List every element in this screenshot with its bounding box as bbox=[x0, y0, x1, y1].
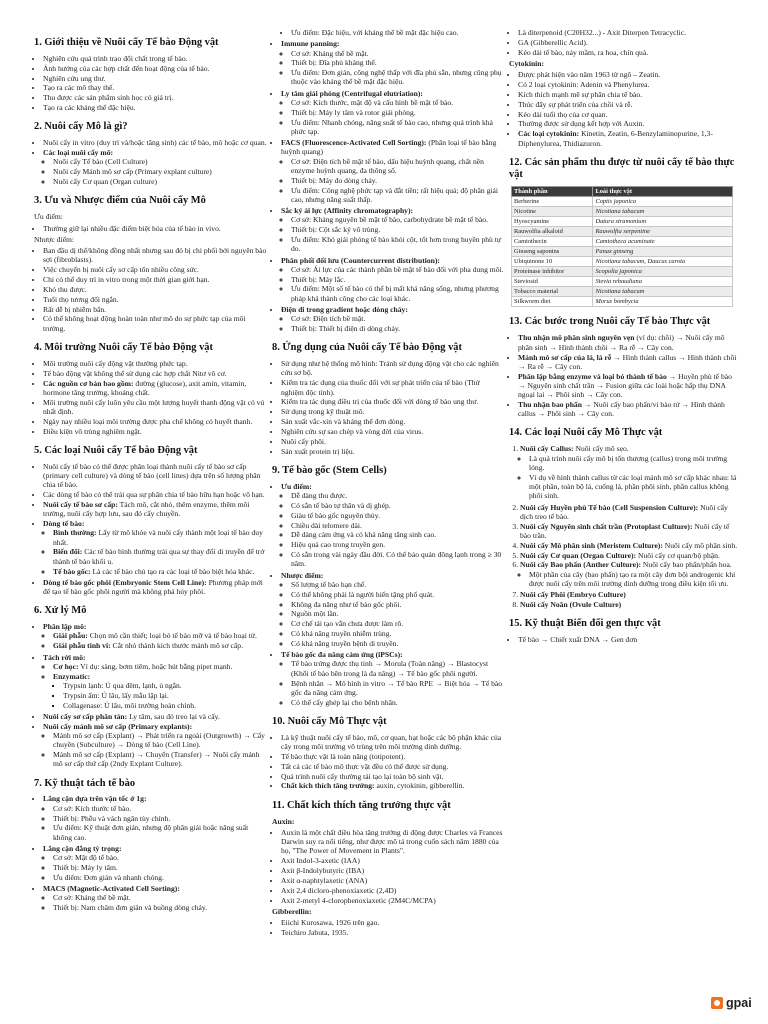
list-item bbox=[53, 631, 267, 640]
list-item bbox=[518, 353, 739, 372]
column-2 bbox=[272, 28, 504, 939]
list-item bbox=[520, 551, 739, 560]
list-item bbox=[43, 622, 267, 650]
item-text: Nuôi cấy cơ quan/bộ phận. bbox=[636, 550, 720, 560]
item-label: Lắng cặn đẳng tỷ trọng: bbox=[43, 843, 122, 853]
list-item bbox=[281, 89, 504, 136]
list-item bbox=[518, 129, 739, 148]
gibberellin-continued-list bbox=[509, 28, 739, 57]
list-item: ◦ Ưu điểm: Đơn giản, công nghệ thấp với đĩa phủ sẵn, nhưng cũng phụ thuộc vào kháng thể bề mặt đặc hiệu. bbox=[291, 68, 504, 87]
item-text: Cắt nhỏ thành kích thước mảnh mô sơ cấp. bbox=[110, 641, 243, 651]
gpai-logo bbox=[711, 995, 752, 1011]
list-item: • Nghiên cứu ung thư. bbox=[43, 74, 267, 83]
plant-products-table bbox=[511, 186, 733, 308]
list-item: • GA (Gibberellic Acid). bbox=[518, 38, 739, 47]
list-item: • Axit β-Indolybutyric (IBA) bbox=[281, 866, 504, 875]
item-label: Nuôi cấy sơ cấp phân tán: bbox=[43, 711, 128, 721]
list-item: • Sử dụng trong kỹ thuật mô. bbox=[281, 407, 504, 416]
list-item: • Sản xuất protein trị liệu. bbox=[281, 447, 504, 456]
list-item: • Kích thích mạnh mẽ sự phân chia tế bào. bbox=[518, 90, 739, 99]
section-15-title: 15. Kỹ thuật Biến đổi gen thực vật bbox=[509, 618, 661, 630]
list-item: ◦ Cơ sở: Kháng nguyên bề mặt tế bào, carbohydrate bề mặt tế bào. bbox=[291, 215, 504, 224]
list-item: ◦ Cơ sở: Ái lực của các thành phần bề mặt tế bào đối với pha dung môi. bbox=[291, 265, 504, 274]
list-item: • Tế bào → Chiết xuất DNA → Gen đơn bbox=[518, 635, 739, 644]
list-item bbox=[520, 590, 739, 599]
item-text: auxin, cytokinin, gibberellin. bbox=[374, 781, 465, 791]
list-item bbox=[520, 444, 739, 500]
advantages-label: Ưu điểm: bbox=[34, 212, 63, 222]
list-item: • Khó thu được. bbox=[43, 285, 267, 294]
list-item bbox=[518, 372, 739, 400]
list-item bbox=[53, 672, 267, 710]
list-item: • Auxin là một chất điều hòa tăng trưởng di động được Charles và Frances Darwin suy ra nổi tiếng, như được mô tả trong cuốn sách năm 1880 của họ, "The Power of Movement in Plants". bbox=[281, 828, 504, 856]
column-3 bbox=[509, 28, 739, 646]
list-item: ◦ Ưu điểm: Một số tế bào có thể bị mất khả năng sống, nhưng phương pháp khá thành công cho các loại khác. bbox=[291, 284, 504, 303]
table-row bbox=[512, 237, 733, 247]
table-cell: Berberine bbox=[512, 197, 593, 207]
table-cell: Nicotiana tabacum bbox=[593, 207, 733, 217]
table-header: Thành phần bbox=[512, 186, 593, 197]
table-cell: Camtothecin bbox=[512, 237, 593, 247]
table-row bbox=[512, 227, 733, 237]
list-item: ◦ Có thể không phải là người hiến tặng phổ quát. bbox=[291, 590, 504, 599]
list-item: • Ưu điểm: Đặc hiệu, với kháng thể bề mặt đặc hiệu cao. bbox=[291, 28, 504, 37]
item-text: Kinetin, Zeatin, 6-Benzylaminopurine, 1,3-Diphenylurea, Thidiazuron. bbox=[518, 129, 713, 148]
list-item: ◦ Bệnh nhân → Mô hình in vitro → Tế bào RPE → Biệt hóa → Tế bào gốc đa năng cảm ứng. bbox=[291, 679, 504, 698]
item-text: (Phân loại tế bào bằng huỳnh quang) bbox=[281, 138, 497, 157]
list-item: ◦ Cơ sở: Điện tích bề mặt. bbox=[291, 314, 504, 323]
auxin-label: Auxin: bbox=[272, 816, 295, 826]
list-item: ◦ Chiều dài telomere dài. bbox=[291, 521, 504, 530]
gpai-logo-icon bbox=[711, 997, 723, 1009]
table-cell: Panax ginseng bbox=[593, 247, 733, 257]
list-item bbox=[43, 578, 267, 597]
section-7-continued-methods bbox=[272, 39, 504, 333]
section-1-list bbox=[34, 54, 267, 112]
list-item: • Sản xuất vắc-xin và kháng thể đơn dòng. bbox=[281, 417, 504, 426]
table-cell: Nicotiana tabacum, Daucus carota bbox=[593, 257, 733, 267]
item-label: Nuôi cấy tế bào sơ cấp: bbox=[43, 499, 118, 509]
list-item bbox=[281, 305, 504, 333]
list-item bbox=[520, 503, 739, 522]
item-label: Điện di trong gradient hoặc dòng chảy: bbox=[281, 304, 408, 314]
list-item: • Điều kiện vô trùng nghiêm ngặt. bbox=[43, 427, 267, 436]
list-item: ◦ Thiết bị: Máy lắc. bbox=[291, 275, 504, 284]
list-item bbox=[53, 641, 267, 650]
list-item: ◦ Thiết bị: Nam châm đơn giản và buồng dòng chảy. bbox=[53, 903, 267, 912]
item-label: Nhược điểm: bbox=[281, 570, 324, 580]
list-item: • Kéo dài tế bào, nảy mầm, ra hoa, chín quả. bbox=[518, 48, 739, 57]
item-label: Giải phẫu: bbox=[53, 631, 88, 641]
item-label: Sắc ký ái lực (Affinity chromatography): bbox=[281, 206, 414, 216]
list-item: ◦ Có thể cấy ghép lại cho bệnh nhân. bbox=[291, 698, 504, 707]
section-7-title: 7. Kỹ thuật tách tế bào bbox=[34, 777, 136, 789]
list-item: ◦ Có sẵn tế bào tự thân và dị ghép. bbox=[291, 501, 504, 510]
item-text: Lấy từ mô khỏe và nuôi cấy thành một loại tế bào duy nhất. bbox=[53, 528, 263, 547]
item-label: Nuôi cấy Nguyên sinh chất trần (Protoplast Culture): bbox=[520, 521, 693, 531]
section-8-list bbox=[272, 359, 504, 456]
list-item: ◦ Thiết bị: Máy đo dòng chảy. bbox=[291, 176, 504, 185]
list-item: ◦ Có sẵn trong vài ngày đầu đời. Có thể bảo quản đông lạnh trong ≥ 30 năm. bbox=[291, 550, 504, 569]
item-label: Tế bào gốc đa năng cảm ứng (iPSCs): bbox=[281, 650, 403, 660]
list-item: • Thường giữ lại nhiều đặc điểm biệt hóa của tế bào in vivo. bbox=[43, 224, 267, 233]
section-3-title: 3. Ưu và Nhược điểm của Nuôi cấy Mô bbox=[34, 195, 206, 207]
item-label: Thu nhận mô phân sinh nguyên vẹn bbox=[518, 333, 635, 343]
list-item: ◦ Ví dụ về hình thành callus từ các loại mảnh mô sơ cấp khác nhau: lá một phần, toàn bộ lá, cuống lá, phần phôi sinh, phần callus không phôi sinh. bbox=[529, 473, 739, 501]
section-2-title: 2. Nuôi cấy Mô là gì? bbox=[34, 121, 128, 133]
item-text: Phương pháp mới để tạo tế bào gốc phôi người mà không phá hủy phôi. bbox=[43, 577, 263, 597]
list-item: • Là kỹ thuật nuôi cấy tế bào, mô, cơ quan, hạt hoặc các bộ phận khác của cây trong môi trường vô trùng trên môi trường dinh dưỡng. bbox=[281, 733, 504, 752]
list-item: • Chỉ có thể duy trì in vitro trong một thời gian giới hạn. bbox=[43, 275, 267, 284]
item-text: → Huyền phù tế bào → Nguyên sinh chất trần → Fusion giữa các loài hoặc hấp thụ DNA ngoại lai → Phôi sinh → Cây con. bbox=[518, 371, 732, 400]
auxin-list bbox=[272, 828, 504, 905]
section-13-title: 13. Các bước trong Nuôi cấy Tế bào Thực vật bbox=[509, 316, 711, 328]
table-row bbox=[512, 287, 733, 297]
list-item: • Tuổi thọ tương đối ngắn. bbox=[43, 295, 267, 304]
list-item: ◦ Thiết bị: Phễu và vách ngăn tùy chỉnh. bbox=[53, 814, 267, 823]
list-item bbox=[281, 482, 504, 569]
list-item: • Nuôi cấy phôi. bbox=[281, 437, 504, 446]
item-text: → Hình thành callus → Hình thành chồi → Ra rễ → Cây con. bbox=[518, 352, 737, 371]
list-item: ▪ Trypsin lạnh: Ủ qua đêm, lạnh, ủ ngắn. bbox=[63, 681, 267, 690]
list-item: • Có 2 loại cytokinin: Adenin và Phenylurea. bbox=[518, 80, 739, 89]
cytokinin-label: Cytokinin: bbox=[509, 58, 545, 68]
list-item: ◦ Cơ sở: Kích thước, mật độ và cấu hình bề mặt tế bào. bbox=[291, 98, 504, 107]
section-13-list bbox=[509, 333, 739, 418]
section-7-continued-list bbox=[272, 28, 504, 37]
section-15-list bbox=[509, 635, 739, 644]
list-item bbox=[43, 148, 267, 186]
item-label: Phân lập mô: bbox=[43, 622, 87, 632]
table-cell: Hyoscyamine bbox=[512, 217, 593, 227]
list-item bbox=[518, 400, 739, 419]
table-row bbox=[512, 257, 733, 267]
list-item: • Axit 2,4 dicloro-phenoxiaxetic (2,4D) bbox=[281, 886, 504, 895]
list-item: • Nghiên cứu quá trình trao đổi chất trong tế bào. bbox=[43, 54, 267, 63]
section-7-list bbox=[34, 794, 267, 912]
list-item: • Tế bào động vật không thể sử dụng các hợp chất Nitơ vô cơ. bbox=[43, 369, 267, 378]
gibberellin-list bbox=[272, 918, 504, 937]
item-label: Nuôi cấy Callus: bbox=[520, 444, 574, 454]
gibberellin-label: Gibberellin: bbox=[272, 906, 312, 916]
list-item: • Ngày nay nhiều loại môi trường được pha chế không có huyết thanh. bbox=[43, 417, 267, 426]
table-cell: Scopolia japonica bbox=[593, 267, 733, 277]
list-item: • Tạo ra các kháng thể đặc hiệu. bbox=[43, 103, 267, 112]
table-cell: Coptis japonica bbox=[593, 197, 733, 207]
list-item: • Tế bào thực vật là toàn năng (totipotent). bbox=[281, 752, 504, 761]
section-1-title: 1. Giới thiệu về Nuôi cấy Tế bào Động vật bbox=[34, 37, 219, 48]
list-item bbox=[43, 519, 267, 576]
list-item: • Môi trường nuôi cấy động vật thường phức tạp. bbox=[43, 359, 267, 368]
list-item: ◦ Một phần của cây (bao phấn) tạo ra một cây đơn bội androgenic khi được nuôi cấy trên môi trường dinh dưỡng trong điều kiện tối ưu. bbox=[529, 570, 739, 589]
table-cell: Rauwolfia serpentine bbox=[593, 227, 733, 237]
list-item: ◦ Ưu điểm: Nhanh chóng, năng suất tế bào cao, nhưng quá trình khá phức tạp. bbox=[291, 118, 504, 137]
list-item: • Môi trường nuôi cấy luôn yêu cầu một lượng huyết thanh động vật có vú nhất định. bbox=[43, 398, 267, 417]
list-item: ◦ Cơ sở: Mật độ tế bào. bbox=[53, 853, 267, 862]
list-item: • Là diterpenoid (C20H32...) - Axit Diterpen Tetracyclic. bbox=[518, 28, 739, 37]
item-text: Nuôi cấy tế bào trần. bbox=[520, 521, 730, 540]
list-item: • Thu được các sản phẩm sinh học có giá trị. bbox=[43, 93, 267, 102]
list-item: ◦ Mảnh mô sơ cấp (Explant) → Chuyển (Transfer) → Nuôi cấy mảnh mô sơ cấp thứ cấp (2ndy Explant Culture). bbox=[53, 750, 267, 769]
list-item: • Kiểm tra tác dụng của thuốc đối với sự phát triển của tế bào (Thử nghiệm độc tính). bbox=[281, 378, 504, 397]
section-9-list bbox=[272, 482, 504, 707]
table-row bbox=[512, 297, 733, 307]
cytokinin-list bbox=[509, 70, 739, 148]
list-item bbox=[53, 547, 267, 566]
list-item: • Có thể không hoạt động hoàn toàn như mô do sự phức tạp của môi trường. bbox=[43, 314, 267, 333]
list-item bbox=[281, 256, 504, 303]
item-label: Thu nhận bao phấn bbox=[518, 399, 582, 409]
list-item: • Eiichi Kurosawa, 1926 trên gạo. bbox=[281, 918, 504, 927]
gpai-logo-text: gpai bbox=[726, 996, 752, 1010]
table-row bbox=[512, 267, 733, 277]
table-cell: Nicotiana tabacum bbox=[593, 287, 733, 297]
table-cell: Proteinase inhibitor bbox=[512, 267, 593, 277]
item-label: MACS (Magnetic-Activated Cell Sorting): bbox=[43, 884, 180, 894]
section-8-title: 8. Ứng dụng của Nuôi cấy Tế bào Động vật bbox=[272, 342, 462, 354]
item-label: Các nguồn cơ bản bao gồm: bbox=[43, 378, 134, 388]
table-cell: Stevia rebaudiana bbox=[593, 277, 733, 287]
section-10-title: 10. Nuôi cấy Mô Thực vật bbox=[272, 715, 387, 727]
item-text: (ví dụ: chồi) → Nuôi cấy mô phân sinh → Hình thành chồi → Ra rễ → Cây con. bbox=[518, 333, 725, 352]
table-cell: Silkworm diet bbox=[512, 297, 593, 307]
table-cell: Tobacco material bbox=[512, 287, 593, 297]
list-item: ◦ Ưu điểm: Công nghệ phức tạp và đắt tiền; rất hiệu quả; độ phân giải cao, nhưng năng suất thấp. bbox=[291, 186, 504, 205]
item-label: Ưu điểm: bbox=[281, 481, 312, 491]
item-label: Cơ học: bbox=[53, 661, 79, 671]
list-item: • Thúc đẩy sự phát triển của chồi và rễ. bbox=[518, 100, 739, 109]
item-text: Nuôi cấy dịch treo tế bào. bbox=[520, 502, 728, 521]
section-4-list bbox=[34, 359, 267, 436]
table-row bbox=[512, 277, 733, 287]
list-item: ▪ Trypsin ấm: Ủ lâu, lấy mẫu lặp lại. bbox=[63, 691, 267, 700]
section-14-title: 14. Các loại Nuôi cấy Mô Thực vật bbox=[509, 427, 663, 439]
list-item: • Nghiên cứu sự sao chép và vòng đời của virus. bbox=[281, 427, 504, 436]
list-item: ◦ Ưu điểm: Đơn giản và nhanh chóng. bbox=[53, 873, 267, 882]
list-item: • Rất dễ bị nhiễm bẩn. bbox=[43, 305, 267, 314]
item-label: Nuôi cấy Huyền phù Tế bào (Cell Suspension Culture): bbox=[520, 502, 699, 512]
list-item bbox=[53, 528, 267, 547]
list-item: • Việc chuyển bị nuôi cấy sơ cấp tốn nhiều công sức. bbox=[43, 265, 267, 274]
list-item: • Tạo ra các mô thay thế. bbox=[43, 83, 267, 92]
item-label: Các loại cytokinin: bbox=[518, 129, 580, 139]
table-cell: Ubiquinone 10 bbox=[512, 257, 593, 267]
item-label: Mảnh mô sơ cấp của lá, lá rễ bbox=[518, 352, 612, 362]
list-item: ◦ Thiết bị: Cột sắc ký vô trùng. bbox=[291, 225, 504, 234]
item-label: FACS (Fluorescence-Activated Cell Sorting): bbox=[281, 138, 427, 148]
list-item bbox=[281, 138, 504, 204]
section-2-list bbox=[34, 138, 267, 186]
list-item bbox=[520, 560, 739, 588]
list-item: • Quá trình nuôi cấy thường tái tạo lại toàn bộ sinh vật. bbox=[281, 772, 504, 781]
table-cell: Morus bombycia bbox=[593, 297, 733, 307]
table-cell: Nicotine bbox=[512, 207, 593, 217]
item-label: Phân phối đối lưu (Countercurrent distribution): bbox=[281, 255, 440, 265]
column-1 bbox=[34, 34, 267, 914]
list-item: • Kéo dài tuổi thọ của cơ quan. bbox=[518, 110, 739, 119]
list-item: ◦ Dễ dàng cảm ứng và có khả năng tăng sinh cao. bbox=[291, 530, 504, 539]
list-item: • Axit 2-metyl 4-clorophenoxiaxetic (2M4C/MCPA) bbox=[281, 896, 504, 905]
item-label: Dòng tế bào: bbox=[43, 519, 85, 529]
list-item: ◦ Nuôi cấy Mảnh mô sơ cấp (Primary explant culture) bbox=[53, 167, 267, 176]
list-item bbox=[43, 844, 267, 882]
list-item: ◦ Nuôi cấy Tế bào (Cell Culture) bbox=[53, 157, 267, 166]
section-5-title: 5. Các loại Nuôi cấy Tế bào Động vật bbox=[34, 444, 198, 456]
item-label: Nuôi cấy Cơ quan (Organ Culture): bbox=[520, 550, 637, 560]
list-item: ◦ Có khả năng truyền bệnh di truyền. bbox=[291, 639, 504, 648]
item-label: Dòng tế bào gốc phôi (Embryonic Stem Cell Line): bbox=[43, 577, 207, 587]
list-item: ◦ Hiệu quả cao trong truyền gen. bbox=[291, 540, 504, 549]
item-text: Các tế bào bình thường trải qua sự thay đổi di truyền để trở thành tế bào khối u. bbox=[53, 547, 265, 566]
item-text: Nuôi cấy mô sẹo. bbox=[573, 444, 629, 454]
list-item: ◦ Dễ dàng thu được. bbox=[291, 491, 504, 500]
list-item: ◦ Không đa năng như tế bào gốc phôi. bbox=[291, 600, 504, 609]
list-item: • Teichiro Jabuta, 1935. bbox=[281, 928, 504, 937]
list-item bbox=[43, 884, 267, 912]
item-text: đường (glucose), axit amin, vitamin, hormone tăng trưởng, khoáng chất. bbox=[43, 378, 247, 397]
list-item: ◦ Mảnh mô sơ cấp (Explant) → Phát triển ra ngoài (Outgrowth) → Cấy chuyền (Subculture) → Dòng tế bào (Cell Line). bbox=[53, 731, 267, 750]
table-row bbox=[512, 247, 733, 257]
list-item bbox=[53, 567, 267, 576]
item-label: Nuôi cấy Phôi (Embryo Culture) bbox=[520, 590, 626, 600]
list-item: ◦ Cơ chế tái tạo vẫn chưa được làm rõ. bbox=[291, 619, 504, 628]
item-label: Nuôi cấy Bao phấn (Anther Culture): bbox=[520, 560, 642, 570]
list-item: ◦ Thiết bị: Thiết bị điện di dòng chảy. bbox=[291, 324, 504, 333]
list-item bbox=[43, 794, 267, 841]
list-item: ◦ Cơ sở: Kháng thể bề mặt. bbox=[53, 893, 267, 902]
list-item: ◦ Nguồn một lần. bbox=[291, 609, 504, 618]
list-item: ◦ Thiết bị: Đĩa phủ kháng thể. bbox=[291, 58, 504, 67]
table-cell: Datura stramonium bbox=[593, 217, 733, 227]
item-label: Ly tâm giải phóng (Centrifugal elutriation): bbox=[281, 88, 423, 98]
item-label: Tế bào gốc: bbox=[53, 566, 91, 576]
section-6-list bbox=[34, 622, 267, 768]
advantages-list bbox=[34, 224, 267, 233]
list-item: ◦ Cơ sở: Kháng thể bề mặt. bbox=[291, 49, 504, 58]
section-10-list bbox=[272, 733, 504, 791]
section-14-list bbox=[509, 444, 739, 609]
list-item bbox=[281, 650, 504, 707]
table-header-row bbox=[512, 186, 733, 197]
section-11-title: 11. Chất kích thích tăng trưởng thực vật bbox=[272, 799, 451, 811]
section-4-title: 4. Môi trường Nuôi cấy Tế bào Động vật bbox=[34, 341, 213, 353]
list-item bbox=[520, 600, 739, 609]
list-item: • Nuôi cấy tế bào có thể được phân loại thành nuôi cấy tế bào sơ cấp (primary cell culture) và dòng tế bào (cell lines) dựa trên số lượng phân chia tế bào. bbox=[43, 462, 267, 490]
list-item bbox=[518, 333, 739, 352]
list-item bbox=[43, 653, 267, 710]
list-item: • Được phát hiện vào năm 1963 từ ngô – Zeatin. bbox=[518, 70, 739, 79]
table-row bbox=[512, 207, 733, 217]
item-text: Chọn mô cần thiết; loại bỏ tế bào mỡ và tế bào hoại tử. bbox=[87, 631, 257, 641]
list-item bbox=[281, 206, 504, 253]
list-item: ◦ Ưu điểm: Khó giải phóng tế bào khỏi cột, tốt hơn trong huyền phù tự do. bbox=[291, 235, 504, 254]
list-item: ◦ Thiết bị: Máy ly tâm. bbox=[53, 863, 267, 872]
item-label: Phân lập bằng enzyme và loại bỏ thành tế bào bbox=[518, 371, 667, 381]
list-item: • Thường được sử dụng kết hợp với Auxin. bbox=[518, 119, 739, 128]
item-text: Tách mô, cắt nhỏ, thêm enzyme, thêm môi trường, nuôi cấy hợp lưu, sau đó cấy chuyền. bbox=[43, 499, 250, 519]
list-item: • Ban đầu dị thể/không đồng nhất nhưng sau đó bị chi phối bởi nguyên bào sợi (fibroblasts). bbox=[43, 246, 267, 265]
list-item bbox=[520, 541, 739, 550]
list-item bbox=[43, 712, 267, 721]
item-label: Enzymatic: bbox=[53, 671, 91, 681]
list-item: ◦ Tế bào trứng được thụ tinh → Morula (Toàn năng) → Blastocyst (Khối tế bào bên trong là đa năng) → Tế bào gốc phôi người. bbox=[291, 659, 504, 678]
list-item: ▪ Collagenase: Ủ lâu, môi trường hoàn chỉnh. bbox=[63, 701, 267, 710]
item-text: Là các tế bào chủ tạo ra các loại tế bào biệt hóa khác. bbox=[90, 566, 255, 576]
list-item: ◦ Cơ sở: Điện tích bề mặt tế bào, dấu hiệu huỳnh quang, chất nền enzyme huỳnh quang, đa thông số. bbox=[291, 157, 504, 176]
item-text: Ví dụ: sàng, bơm tiêm, hoặc hút bằng pipet mạnh. bbox=[78, 661, 233, 671]
item-label: Bình thường: bbox=[53, 528, 97, 538]
item-label: Tách rời mô: bbox=[43, 652, 86, 662]
item-text: Nuôi cấy bao phấn/phấn hoa. bbox=[641, 560, 732, 570]
table-cell: Rauwolfia alkaloid bbox=[512, 227, 593, 237]
item-label: Nuôi cấy Mô phân sinh (Meristem Culture): bbox=[520, 540, 663, 550]
section-12-title: 12. Các sản phẩm thu được từ nuôi cấy tế bào thực vật bbox=[509, 156, 735, 180]
list-item bbox=[281, 781, 504, 790]
list-item: ◦ Thiết bị: Máy ly tâm và rotor giải phóng. bbox=[291, 108, 504, 117]
list-item: • Nuôi cấy in vitro (duy trì và/hoặc tăng sinh) các tế bào, mô hoặc cơ quan. bbox=[43, 138, 267, 147]
list-item bbox=[53, 662, 267, 671]
list-item bbox=[281, 39, 504, 86]
item-label: Nuôi cấy Noãn (Ovule Culture) bbox=[520, 599, 622, 609]
table-header: Loài thực vật bbox=[593, 186, 733, 197]
item-label: Chất kích thích tăng trưởng: bbox=[281, 781, 375, 791]
item-text: Nuôi cấy mô phân sinh. bbox=[662, 540, 738, 550]
list-item: ◦ Là quá trình nuôi cấy mô bị tổn thương (callus) trong môi trường lỏng. bbox=[529, 454, 739, 473]
table-row bbox=[512, 217, 733, 227]
list-item bbox=[281, 571, 504, 649]
item-text: Ly tâm, sau đó treo lại và cấy. bbox=[127, 711, 220, 721]
item-label: Các loại nuôi cấy mô: bbox=[43, 148, 114, 158]
list-item: ◦ Số lượng tế bào hạn chế. bbox=[291, 580, 504, 589]
list-item: • Ảnh hưởng của các hợp chất đến hoạt động của tế bào. bbox=[43, 64, 267, 73]
list-item: ◦ Nuôi cấy Cơ quan (Organ culture) bbox=[53, 177, 267, 186]
item-label: Nuôi cấy mảnh mô sơ cấp (Primary explants): bbox=[43, 721, 193, 731]
table-cell: Camtotheca acuminate bbox=[593, 237, 733, 247]
list-item bbox=[520, 522, 739, 541]
disadvantages-label: Nhược điểm: bbox=[34, 234, 74, 244]
item-label: Immune panning: bbox=[281, 39, 340, 49]
list-item: ◦ Ưu điểm: Kỹ thuật đơn giản, nhưng độ phân giải hoặc năng suất không cao. bbox=[53, 823, 267, 842]
section-5-list bbox=[34, 462, 267, 596]
list-item: • Tất cả các tế bào mô thực vật đều có thể được sử dụng. bbox=[281, 762, 504, 771]
list-item bbox=[43, 722, 267, 769]
list-item: • Axit Indol-3-axetic (IAA) bbox=[281, 856, 504, 865]
list-item bbox=[43, 379, 267, 398]
list-item: • Axit α-naphtylaxetic (ANA) bbox=[281, 876, 504, 885]
item-text: → Nuôi cấy bao phấn/vi bào tử → Hình thành callus → Phôi sinh → Cây con. bbox=[518, 399, 725, 419]
list-item: • Sử dụng như hệ thống mô hình: Tránh sử dụng động vật cho các nghiên cứu sơ bộ. bbox=[281, 359, 504, 378]
table-cell: Ginseng saponins bbox=[512, 247, 593, 257]
item-label: Giải phẫu tinh vi: bbox=[53, 641, 111, 651]
list-item: ◦ Có khả năng truyền nhiễm trùng. bbox=[291, 629, 504, 638]
list-item: ◦ Giàu tế bào gốc nguyên thủy. bbox=[291, 511, 504, 520]
list-item: ◦ Cơ sở: Kích thước tế bào. bbox=[53, 804, 267, 813]
item-label: Biến đổi: bbox=[53, 547, 83, 557]
item-label: Lắng cặn dựa trên vận tốc ở 1g: bbox=[43, 794, 147, 804]
list-item bbox=[43, 500, 267, 519]
section-6-title: 6. Xử lý Mô bbox=[34, 605, 87, 617]
list-item: • Các dòng tế bào có thể trải qua sự phân chia tế bào hữu hạn hoặc vô hạn. bbox=[43, 490, 267, 499]
table-row bbox=[512, 197, 733, 207]
disadvantages-list bbox=[34, 246, 267, 333]
table-cell: Steviosid bbox=[512, 277, 593, 287]
section-9-title: 9. Tế bào gốc (Stem Cells) bbox=[272, 464, 387, 476]
list-item: • Kiểm tra tác dụng điều trị của thuốc đối với dòng tế bào ung thư. bbox=[281, 397, 504, 406]
